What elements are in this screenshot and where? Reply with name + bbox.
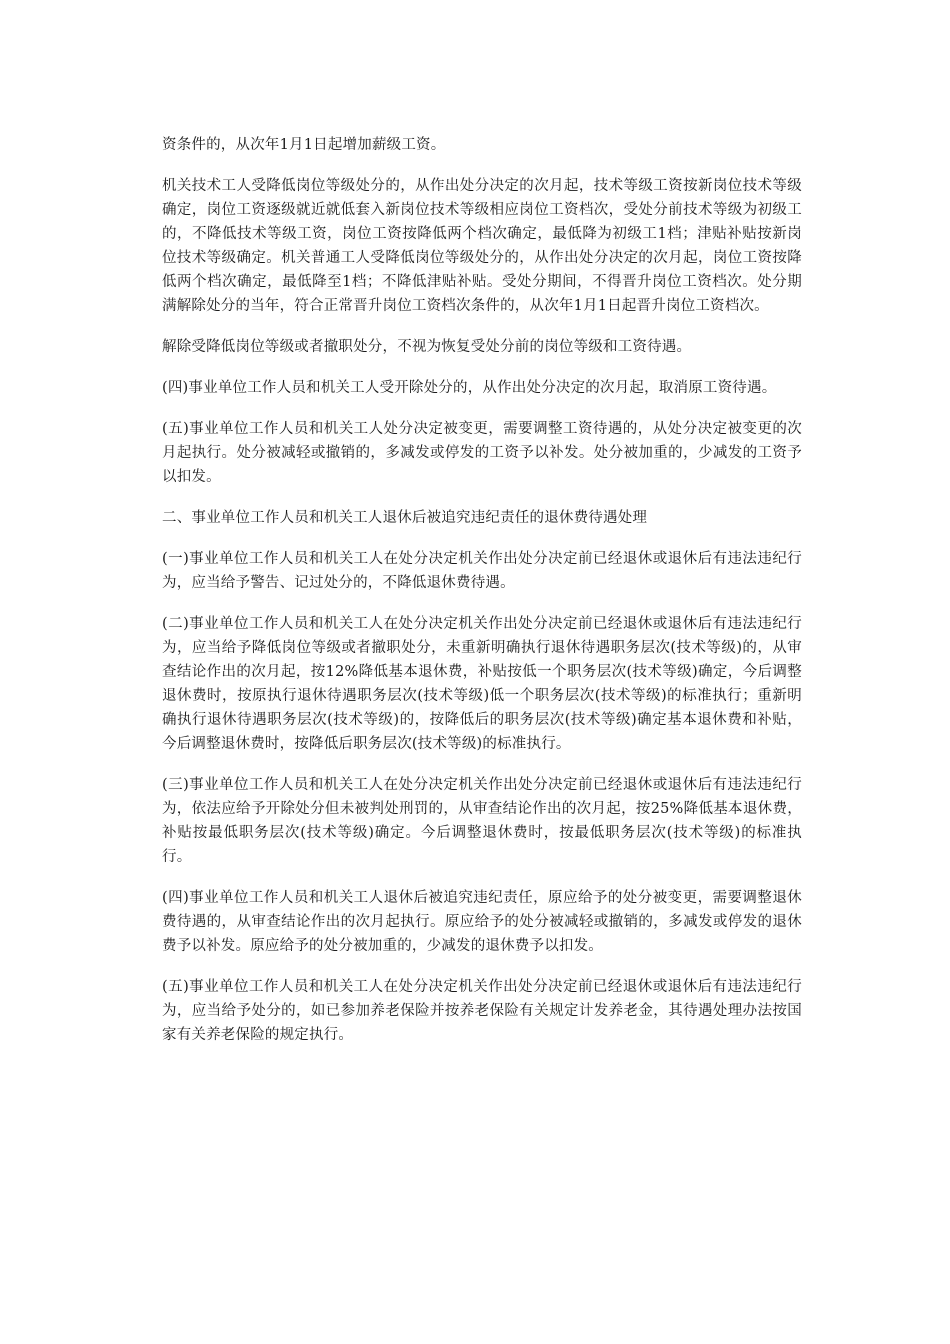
paragraph-salary-grade-continuation: 资条件的，从次年1月1日起增加薪级工资。	[162, 137, 446, 153]
paragraph-lifting-demotion: 解除受降低岗位等级或者撤职处分，不视为恢复受处分前的岗位等级和工资待遇。	[162, 339, 692, 355]
paragraph-retiree-item-5: (五)事业单位工作人员和机关工人在处分决定机关作出处分决定前已经退休或退休后有违法违纪行为，应当给予处分的，如已参加养老保险并按养老保险有关规定计发养老金，其待遇处理办法按国家有关养老保险的规定执行。	[162, 979, 802, 1043]
section-heading-retirees: 二、事业单位工作人员和机关工人退休后被追究违纪责任的退休费待遇处理	[162, 510, 648, 526]
paragraph-item-4-dismissal: (四)事业单位工作人员和机关工人受开除处分的，从作出处分决定的次月起，取消原工资待遇。	[162, 380, 777, 396]
paragraph-item-5-change-of-decision: (五)事业单位工作人员和机关工人处分决定被变更，需要调整工资待遇的，从处分决定被变更的次月起执行。处分被减轻或撤销的，多减发或停发的工资予以补发。处分被加重的，少减发的工资予以扣发。	[162, 421, 802, 485]
paragraph-technical-workers-demotion: 机关技术工人受降低岗位等级处分的，从作出处分决定的次月起，技术等级工资按新岗位技术等级确定，岗位工资逐级就近就低套入新岗位技术等级相应岗位工资档次，受处分前技术等级为初级工的，不降低技术等级工资，岗位工资按降低两个档次确定，最低降为初级工1档；津贴补贴按新岗位技术等级确定。机关普通工人受降低岗位等级处分的，从作出处分决定的次月起，岗位工资按降低两个档次确定，最低降至1档；不降低津贴补贴。受处分期间，不得晋升岗位工资档次。处分期满解除处分的当年，符合正常晋升岗位工资档次条件的，从次年1月1日起晋升岗位工资档次。	[162, 178, 802, 314]
paragraph-retiree-item-2: (二)事业单位工作人员和机关工人在处分决定机关作出处分决定前已经退休或退休后有违法违纪行为，应当给予降低岗位等级或者撤职处分，未重新明确执行退休待遇职务层次(技术等级)的，从审查结论作出的次月起，按12%降低基本退休费，补贴按低一个职务层次(技术等级)确定，今后调整退休费时，按原执行退休待遇职务层次(技术等级)低一个职务层次(技术等级)的标准执行；重新明确执行退休待遇职务层次(技术等级)的，按降低后的职务层次(技术等级)确定基本退休费和补贴，今后调整退休费时，按降低后职务层次(技术等级)的标准执行。	[162, 616, 802, 752]
paragraph-retiree-item-1: (一)事业单位工作人员和机关工人在处分决定机关作出处分决定前已经退休或退休后有违法违纪行为，应当给予警告、记过处分的，不降低退休费待遇。	[162, 551, 802, 591]
document-body	[162, 133, 802, 1064]
paragraph-retiree-item-4: (四)事业单位工作人员和机关工人退休后被追究违纪责任，原应给予的处分被变更，需要调整退休费待遇的，从审查结论作出的次月起执行。原应给予的处分被减轻或撤销的，多减发或停发的退休费予以补发。原应给予的处分被加重的，少减发的退休费予以扣发。	[162, 890, 802, 954]
paragraph-retiree-item-3: (三)事业单位工作人员和机关工人在处分决定机关作出处分决定前已经退休或退休后有违法违纪行为，依法应给予开除处分但未被判处刑罚的，从审查结论作出的次月起，按25%降低基本退休费，补贴按最低职务层次(技术等级)确定。今后调整退休费时，按最低职务层次(技术等级)的标准执行。	[162, 777, 802, 865]
